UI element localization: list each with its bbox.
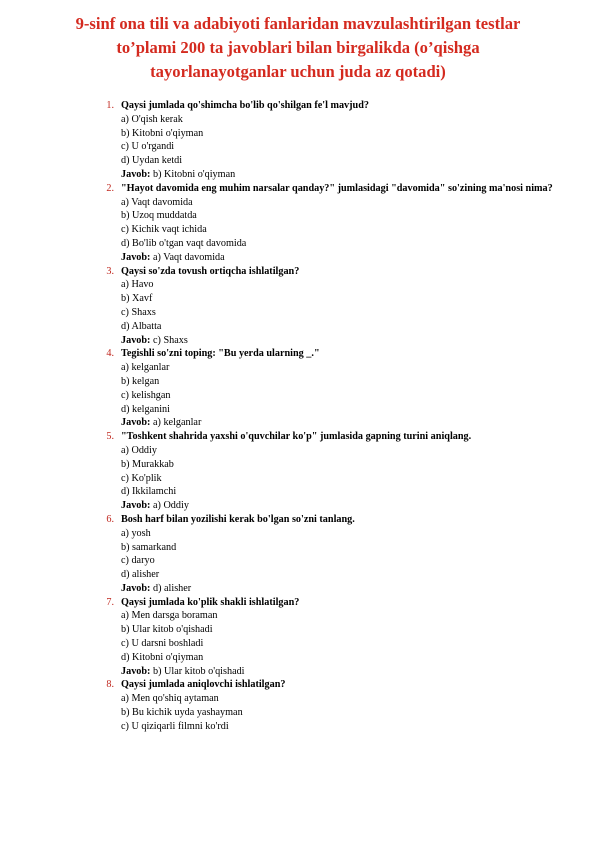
answer-option: a) Vaqt davomida (121, 196, 193, 208)
answer-option: b) Uzoq muddatda (121, 210, 197, 222)
question-text: "Toshkent shahrida yaxshi o'quvchilar ko'p" jumlasida gapning turini aniqlang. (121, 431, 472, 443)
answer-option: d) Ikkilamchi (121, 486, 177, 498)
answer-option: d) alisher (121, 569, 160, 581)
answer-option: d) Albatta (121, 320, 162, 332)
answer-option: a) Men qo'shiq aytaman (121, 693, 219, 705)
answer-value: a) kelganlar (152, 417, 202, 429)
question-body (121, 596, 560, 679)
answer-option: d) kelganini (121, 403, 170, 415)
question-text: Qaysi so'zda tovush ortiqcha ishlatilgan? (121, 265, 300, 277)
document-title: 9-sinf ona tili va adabiyoti fanlaridan mavzulashtirilgan testlar to’plami 200 ta javoblari bilan birgalikda (o’qishga tayorlanayotganlar uchun juda az qotadi) (75, 14, 521, 81)
answer-label: Javob: (121, 251, 151, 263)
question-number: 3. (106, 265, 114, 277)
answer-option: c) Shaxs (121, 306, 156, 318)
question-body (121, 513, 560, 596)
answer-label: Javob: (121, 582, 151, 594)
answer-label: Javob: (121, 334, 151, 346)
question-number: 1. (106, 100, 114, 111)
question-body (121, 182, 560, 265)
answer-line (121, 582, 560, 596)
answer-option: b) kelgan (121, 375, 160, 387)
answer-label: Javob: (121, 417, 151, 429)
question-item (100, 347, 560, 430)
answer-label: Javob: (121, 665, 151, 677)
answer-value: a) Vaqt davomida (152, 251, 225, 263)
question-item (100, 596, 560, 679)
answer-value: b) Kitobni o'qiyman (152, 168, 236, 180)
question-item (100, 99, 560, 182)
question-number: 7. (106, 596, 114, 608)
answer-option: a) Havo (121, 279, 154, 291)
answer-option: b) Bu kichik uyda yashayman (121, 707, 243, 719)
answer-option: b) Xavf (121, 293, 153, 305)
answer-option: b) Kitobni o'qiyman (121, 127, 204, 139)
answer-value: c) Shaxs (152, 334, 188, 346)
question-text: Qaysi jumlada ko'plik shakli ishlatilgan? (121, 596, 300, 608)
answer-option: a) Men darsga boraman (121, 610, 218, 622)
answer-option: a) Oddiy (121, 444, 157, 456)
question-item (100, 513, 560, 596)
question-item (100, 182, 560, 265)
question-body (121, 99, 560, 182)
answer-value: a) Oddiy (152, 500, 189, 512)
question-number: 2. (106, 182, 114, 194)
answer-option: a) O'qish kerak (121, 113, 183, 125)
question-item (100, 265, 560, 348)
question-body (121, 678, 560, 733)
answer-line (121, 416, 560, 430)
answer-line (121, 499, 560, 513)
answer-option: d) Uydan ketdi (121, 155, 183, 167)
answer-option: a) kelganlar (121, 362, 170, 374)
question-number: 8. (106, 679, 114, 691)
answer-option: a) yosh (121, 527, 151, 539)
answer-option: c) kelishgan (121, 389, 171, 401)
answer-option: c) U o'rgandi (121, 141, 175, 153)
answer-option: c) U qiziqarli filmni ko'rdi (121, 720, 229, 732)
question-number: 4. (106, 348, 114, 360)
answer-option: d) Bo'lib o'tgan vaqt davomida (121, 237, 247, 249)
answer-option: c) U darsni boshladi (121, 638, 204, 650)
answer-option: b) Murakkab (121, 458, 174, 470)
answer-option: b) Ular kitob o'qishadi (121, 624, 213, 636)
question-text: Tegishli so'zni toping: "Bu yerda ularning _." (121, 348, 320, 360)
question-text: Qaysi jumlada aniqlovchi ishlatilgan? (121, 679, 286, 691)
answer-line (121, 251, 560, 265)
question-text: "Hayot davomida eng muhim narsalar qanday?" jumlasidagi "davomida" so'zining ma'nosi nima? (121, 182, 553, 194)
answer-line (121, 168, 560, 182)
question-number: 5. (106, 431, 114, 443)
question-item (100, 430, 560, 513)
question-body (121, 265, 560, 348)
answer-option: c) Ko'plik (121, 472, 162, 484)
answer-option: b) samarkand (121, 541, 177, 553)
question-body (121, 347, 560, 430)
answer-option: c) Kichik vaqt ichida (121, 224, 207, 236)
answer-value: b) Ular kitob o'qishadi (152, 665, 245, 677)
question-text: Bosh harf bilan yozilishi kerak bo'lgan so'zni tanlang. (121, 513, 355, 525)
answer-option: c) daryo (121, 555, 155, 567)
answer-line (121, 665, 560, 679)
question-body (121, 430, 560, 513)
question-list (100, 99, 560, 734)
question-item (100, 678, 560, 733)
answer-line (121, 334, 560, 348)
answer-label: Javob: (121, 500, 151, 512)
answer-label: Javob: (121, 168, 151, 180)
question-text: Qaysi jumlada qo'shimcha bo'lib qo'shilgan fe'l mavjud? (121, 100, 369, 111)
answer-value: d) alisher (152, 582, 192, 594)
question-number: 6. (106, 513, 114, 525)
answer-option: d) Kitobni o'qiyman (121, 651, 204, 663)
